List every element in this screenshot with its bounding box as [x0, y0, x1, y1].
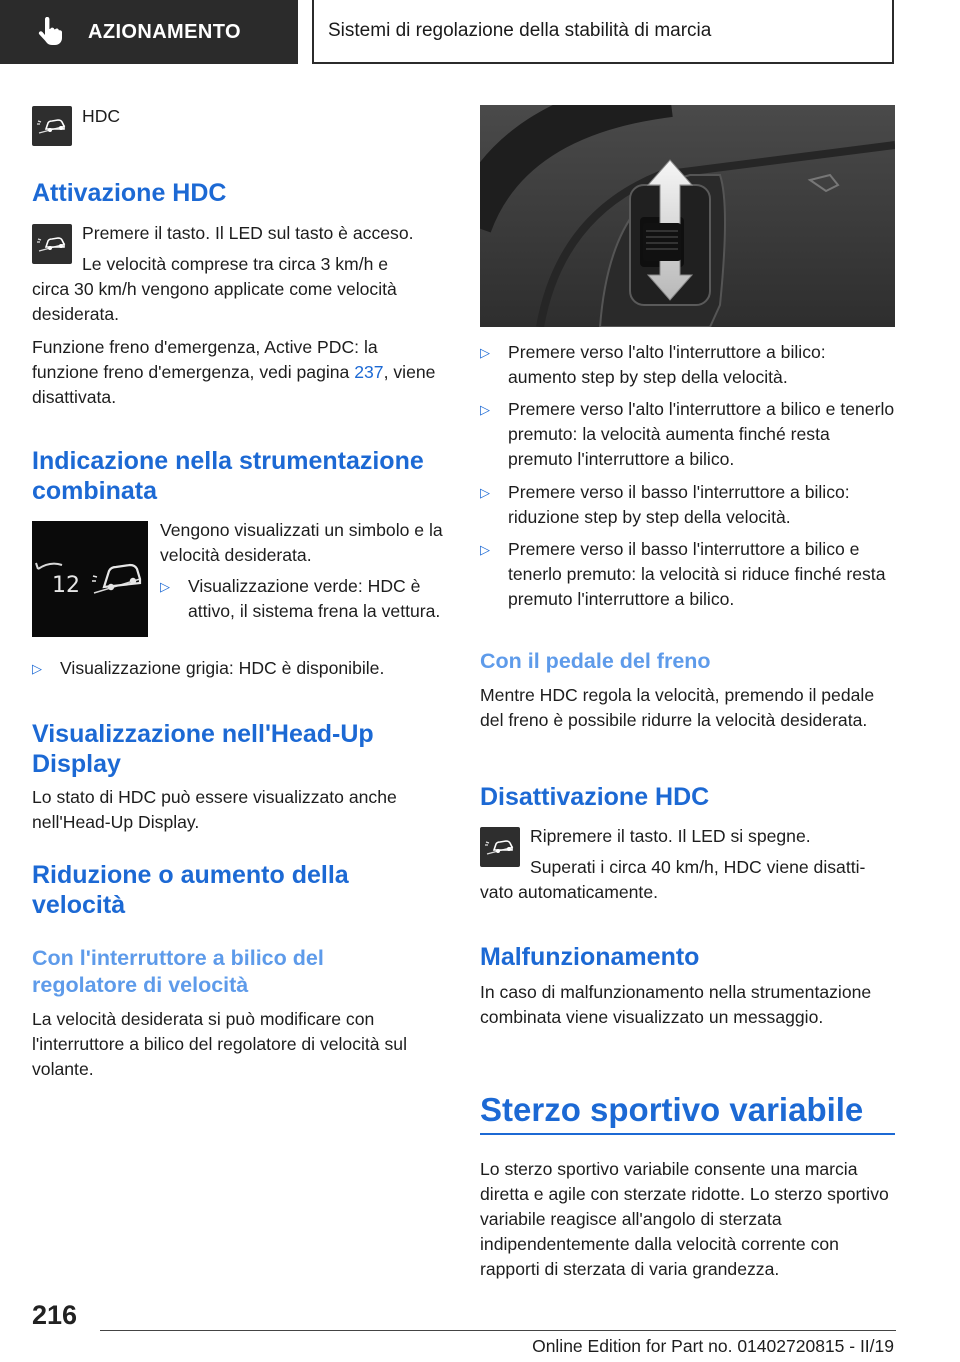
page-link-237[interactable]: 237: [354, 362, 384, 382]
cluster-display-image: [32, 521, 148, 637]
heading-malfunction: Malfunzionamento: [480, 943, 700, 971]
hdc-icon: [480, 827, 520, 867]
malfunction-description: In caso di malfunzionamento nella strumentazione combinata viene visualizzato un messaggio.: [480, 982, 872, 1027]
hdc-button-icon-2: [32, 224, 72, 264]
heading-speed-adjust: Riduzione o aumento della velocità: [32, 861, 349, 919]
bullet-text-grey: Visualizzazione grigia: HDC è disponibile.: [60, 658, 385, 678]
hdc-icon: [32, 106, 72, 146]
speedometer-hdc-icon: [32, 521, 148, 637]
bullet-up-hold: Premere verso l'alto l'interruttore a bilico e tenerlo premuto: la velocità aumenta finché resta premuto l'interruttore a bilico.: [508, 399, 895, 469]
heading-brake-pedal: Con il pedale del freno: [480, 649, 711, 673]
activation-speed-range-line2: circa 30 km/h vengono applicate come velocità desiderata.: [32, 279, 397, 324]
triangle-right-icon: ▷: [480, 402, 490, 417]
steering-description: Lo sterzo sportivo variabile consente una marcia diretta e agile con sterzate ridotte. Lo sterzo sportivo variabile reagisce all'angolo di sterzata indipendentemente dalla velocità corrente con rapporti di sterzata di varia grandezza.: [480, 1159, 889, 1279]
triangle-right-icon: ▷: [480, 542, 490, 557]
triangle-right-icon: ▷: [480, 345, 490, 360]
activation-speed-range-line1: Le velocità comprese tra circa 3 km/h e: [82, 254, 389, 274]
hdc-button-icon-3: [480, 827, 520, 867]
list-item: [480, 340, 895, 390]
heading-cluster-display: Indicazione nella strumentazione combinata: [32, 447, 424, 505]
activation-emergency-note: Funzione freno d'emergenza, Active PDC: la funzione freno d'emergenza, vedi pagina 237, viene disattivata.: [32, 337, 436, 407]
triangle-right-icon: ▷: [32, 661, 42, 676]
hud-description: Lo stato di HDC può essere visualizzato anche nell'Head-Up Display.: [32, 787, 397, 832]
deactivation-step: Ripremere il tasto. Il LED si spegne.: [530, 826, 811, 846]
bullet-text-green: Visualizzazione verde: HDC è attivo, il sistema frena la vettura.: [188, 576, 441, 621]
section-label: AZIONAMENTO: [88, 20, 241, 43]
hdc-button-row: [32, 106, 72, 146]
list-item: [480, 480, 895, 530]
hand-pointer-icon: [36, 17, 62, 47]
bullet-down-step: Premere verso il basso l'interruttore a bilico: riduzione step by step della velocità.: [508, 482, 850, 527]
triangle-right-icon: ▷: [160, 579, 170, 594]
list-item: [480, 537, 895, 612]
bullet-up-step: Premere verso l'alto l'interruttore a bilico: aumento step by step della velocità.: [508, 342, 826, 387]
heading-variable-sport-steering: Sterzo sportivo variabile: [480, 1091, 864, 1128]
page-header-title: Sistemi di regolazione della stabilità di marcia: [312, 0, 894, 64]
heading-head-up-display: Visualizzazione nell'Head-Up Display: [32, 720, 374, 778]
heading-hdc-activation: Attivazione HDC: [32, 179, 227, 207]
section-divider: [480, 1133, 895, 1135]
activation-step: Premere il tasto. Il LED sul tasto è acceso.: [82, 223, 414, 243]
cluster-speed-value: 12: [52, 573, 80, 598]
hdc-icon: [32, 224, 72, 264]
edition-note: Online Edition for Part no. 01402720815 - II/19: [532, 1336, 894, 1356]
triangle-right-icon: ▷: [480, 485, 490, 500]
rocker-description: La velocità desiderata si può modificare con l'interruttore a bilico del regolatore di velocità sul volante.: [32, 1009, 407, 1079]
heading-hdc-deactivation: Disattivazione HDC: [480, 783, 710, 811]
list-item: [480, 397, 895, 472]
list-item: [32, 656, 446, 681]
deactivation-auto-line1: Superati i circa 40 km/h, HDC viene disatti-: [530, 857, 866, 877]
steering-wheel-photo: [480, 105, 895, 327]
brake-description: Mentre HDC regola la velocità, premendo il pedale del freno è possibile ridurre la velocità desiderata.: [480, 685, 875, 730]
list-item: [160, 574, 450, 624]
cluster-display-description: Vengono visualizzati un simbolo e la velocità desiderata.: [160, 520, 443, 565]
bullet-down-hold: Premere verso il basso l'interruttore a bilico e tenerlo premuto: la velocità si riduce finché resta premuto l'interruttore a bilico.: [508, 539, 886, 609]
footer-divider: [100, 1330, 896, 1331]
deactivation-auto-line2: vato automaticamente.: [480, 882, 658, 902]
section-tab: [0, 0, 298, 64]
heading-rocker-switch: Con l'interruttore a bilico del regolatore di velocità: [32, 946, 324, 997]
hdc-label: HDC: [82, 106, 121, 126]
page-number: 216: [32, 1300, 78, 1330]
